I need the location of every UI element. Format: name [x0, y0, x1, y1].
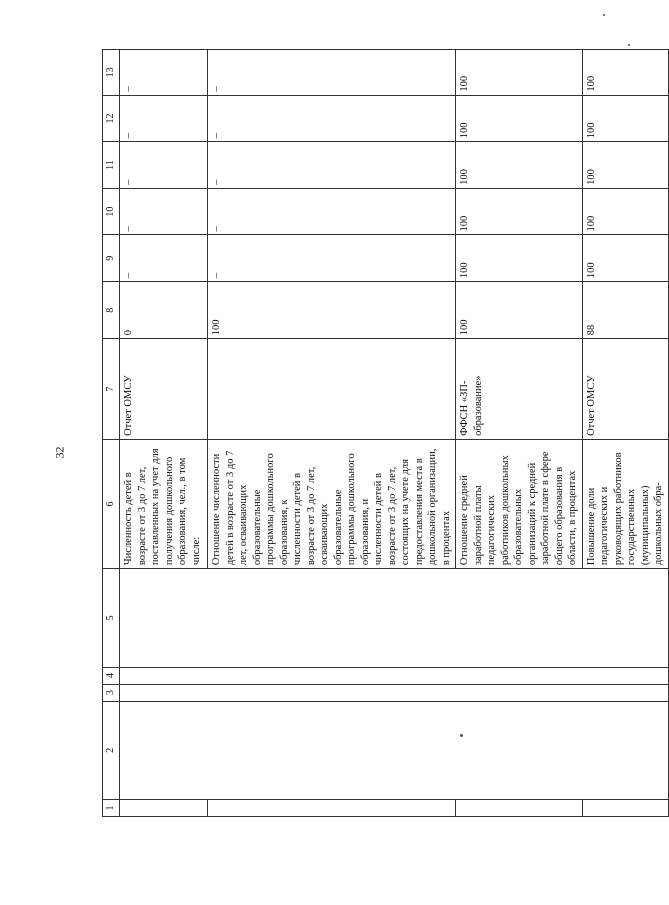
- table-row: [120, 50, 208, 817]
- data-source: Отчет ОМСУ: [582, 339, 668, 440]
- header-cell: 1: [103, 800, 120, 817]
- header-cell: 7: [103, 339, 120, 440]
- value-cell: 100: [582, 142, 668, 189]
- scan-speck: [628, 44, 630, 46]
- value-cell: –: [120, 188, 208, 235]
- value-cell: –: [208, 50, 456, 96]
- value-cell: –: [208, 235, 456, 282]
- value-cell: 100: [456, 282, 583, 339]
- value-cell: 100: [208, 282, 456, 339]
- table-cell: [120, 701, 669, 800]
- value-cell: –: [120, 235, 208, 282]
- table-cell: [120, 684, 669, 701]
- value-cell: 100: [582, 235, 668, 282]
- table-cell: [120, 569, 669, 668]
- indicator-name: Повышение доли педагогических и руководящих работников государственных (муниципальных) дошкольных обра-: [582, 439, 668, 568]
- scan-speck: [460, 734, 463, 737]
- value-cell: 100: [582, 50, 668, 96]
- header-cell: 11: [103, 142, 120, 189]
- value-cell: 100: [582, 95, 668, 142]
- value-cell: 100: [456, 142, 583, 189]
- value-cell: –: [208, 188, 456, 235]
- table-cell: [582, 800, 668, 817]
- header-cell: 10: [103, 188, 120, 235]
- indicator-table-container: [102, 49, 664, 817]
- indicator-name: Отношение численности детей в возрасте от 3 до 7 лет, осваивающих образовательные программы дошкольного образования, к численности детей в возрасте от 3 до 7 лет, осваивающих образовательные программы дошкольного образования, и численности детей в возрасте от 3 до 7 лет, состоящих на учете для предоставления места в дошкольной организации, в процентах: [208, 439, 456, 568]
- scan-speck: [603, 14, 605, 16]
- header-cell: 5: [103, 569, 120, 668]
- value-cell: 100: [456, 50, 583, 96]
- table-cell: [456, 800, 583, 817]
- value-cell: –: [208, 142, 456, 189]
- value-cell: –: [208, 95, 456, 142]
- table-cell: [120, 800, 208, 817]
- header-cell: 12: [103, 95, 120, 142]
- header-cell: 6: [103, 439, 120, 568]
- indicator-name: Численность детей в возрасте от 3 до 7 лет, поставленных на учет для получения дошкольного образования, чел., в том числе:: [120, 439, 208, 568]
- data-source: [208, 339, 456, 440]
- header-row: [103, 50, 120, 817]
- header-cell: 8: [103, 282, 120, 339]
- value-cell: 100: [456, 188, 583, 235]
- value-cell: 100: [456, 95, 583, 142]
- data-source: Отчет ОМСУ: [120, 339, 208, 440]
- value-cell: 100: [582, 188, 668, 235]
- table-cell: [208, 800, 456, 817]
- page-number: 32: [52, 446, 67, 459]
- indicator-table: [102, 49, 669, 817]
- value-cell: –: [120, 142, 208, 189]
- header-cell: 13: [103, 50, 120, 96]
- data-source: ФФСН «ЗП-образование»: [456, 339, 583, 440]
- header-cell: 3: [103, 684, 120, 701]
- header-cell: 4: [103, 667, 120, 684]
- value-cell: –: [120, 50, 208, 96]
- header-cell: 2: [103, 701, 120, 800]
- header-cell: 9: [103, 235, 120, 282]
- value-cell: 88: [582, 282, 668, 339]
- value-cell: 100: [456, 235, 583, 282]
- indicator-name: Отношение средней заработной платы педагогических работников дошкольных образовательных организаций к средней заработной плате в сфере общего образования в области, в процентах: [456, 439, 583, 568]
- table-cell: [120, 667, 669, 684]
- value-cell: 0: [120, 282, 208, 339]
- value-cell: –: [120, 95, 208, 142]
